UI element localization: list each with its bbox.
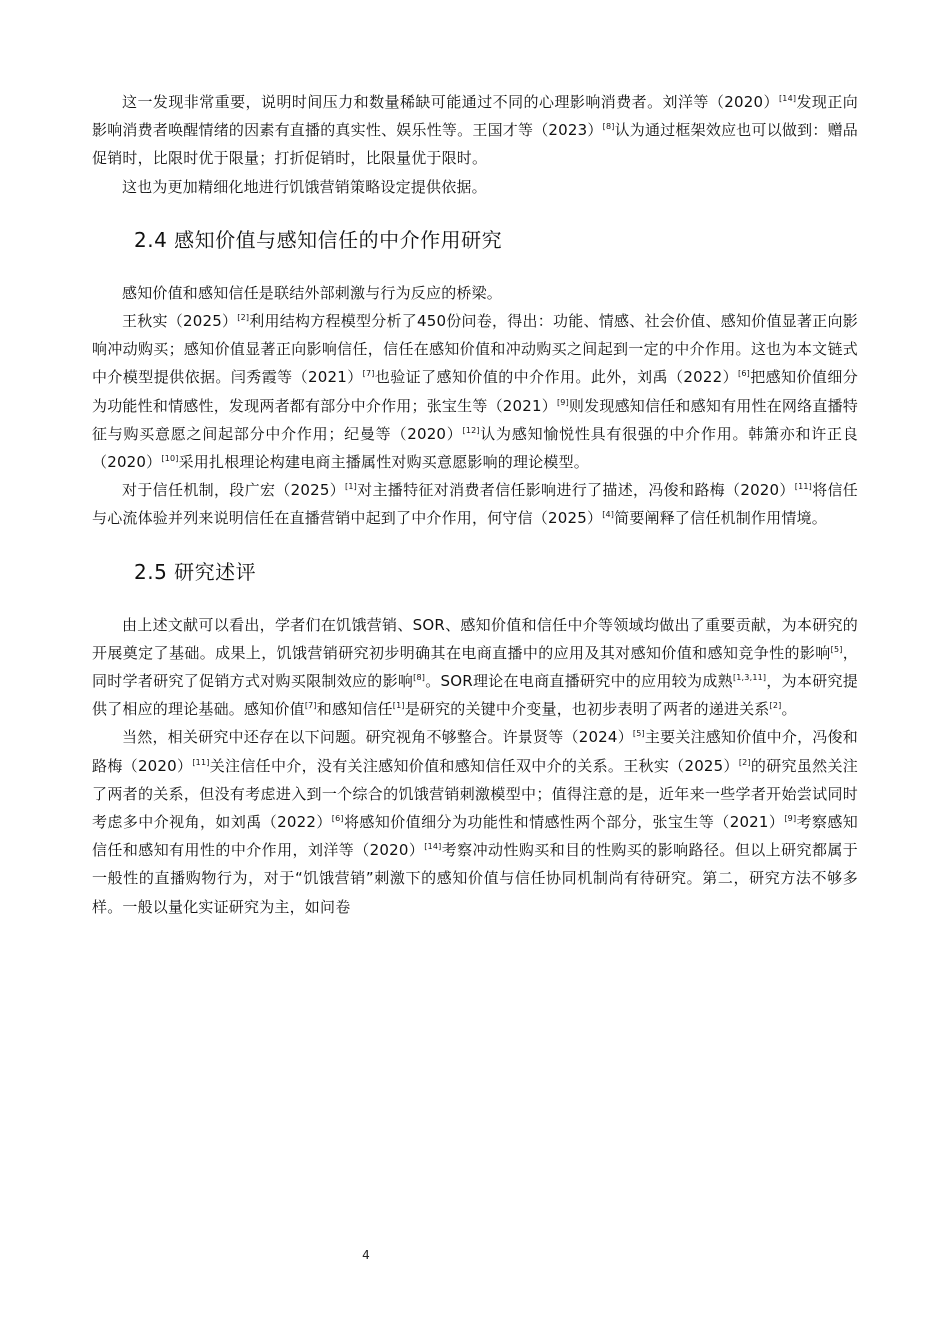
citation-marker: [12] <box>462 425 480 435</box>
citation-marker: [1] <box>345 482 357 492</box>
page-number: 4 <box>362 1248 370 1262</box>
citation-marker: [2] <box>237 313 250 323</box>
citation-marker: [8] <box>413 673 426 683</box>
citation-marker: [2] <box>738 757 751 767</box>
section-heading-2-4: 2.4 感知价值与感知信任的中介作用研究 <box>134 227 503 252</box>
paragraph: 感知价值和感知信任是联结外部刺激与行为反应的桥梁。 <box>122 283 503 302</box>
citation-marker: [9] <box>556 397 569 407</box>
citation-marker: [11] <box>192 757 210 767</box>
citation-marker: [5] <box>830 644 843 654</box>
citation-marker: [1,3,11] <box>732 673 767 683</box>
citation-marker: [2] <box>769 701 782 711</box>
citation-marker: [6] <box>331 814 344 824</box>
citation-marker: [11] <box>794 482 812 492</box>
paragraph: 当然，相关研究中还存在以下问题。研究视角不够整合。许景贤等（2024）[5]主要关注感知价值中介，冯俊和路梅（2020）[11]关注信任中介，没有关注感知价值和感知信任双中介的关系。王秋实（2025）[2]的研究虽然关注了两者的关系，但没有考虑进入到一个综合的饥饿营销刺激模型中；值得注意的是，近年来一些学者开始尝试同时考虑多中介视角，如刘禹（2022）[6]将感知价值细分为功能性和情感性两个部分，张宝生等（2021）[9]考察感知信任和感知有用性的中介作用，刘洋等（2020）[14]考察冲动性购买和目的性购买的影响路径。但以上研究都属于一般性的直播购物行为，对于“饥饿营销”刺激下的感知价值与信任协同机制尚有待研究。第二，研究方法不够多样。一般以量化实证研究为主，如问卷 <box>92 728 858 916</box>
paragraph: 对于信任机制，段广宏（2025）[1]对主播特征对消费者信任影响进行了描述，冯俊和路梅（2020）[11]将信任与心流体验并列来说明信任在直播营销中起到了中介作用，何守信（2025）[4]简要阐释了信任机制作用情境。 <box>92 481 858 528</box>
citation-marker: [8] <box>602 122 615 132</box>
citation-marker: [9] <box>784 814 797 824</box>
paragraph: 这一发现非常重要，说明时间压力和数量稀缺可能通过不同的心理影响消费者。刘洋等（2020）[14]发现正向影响消费者唤醒情绪的因素有直播的真实性、娱乐性等。王国才等（2023）[8]认为通过框架效应也可以做到：赠品促销时，比限时优于限量；打折促销时，比限量优于限时。 <box>92 93 858 168</box>
citation-marker: [6] <box>738 369 750 379</box>
citation-marker: [1] <box>392 701 405 711</box>
citation-marker: [5] <box>632 729 645 739</box>
page-content <box>92 88 858 921</box>
citation-marker: [7] <box>362 369 375 379</box>
section-heading-2-5: 2.5 研究述评 <box>134 559 257 584</box>
citation-marker: [7] <box>304 701 317 711</box>
paragraph: 由上述文献可以看出，学者们在饥饿营销、SOR、感知价值和信任中介等领域均做出了重要贡献，为本研究的开展奠定了基础。成果上，饥饿营销研究初步明确其在电商直播中的应用及其对感知价值和感知竞争性的影响[5]，同时学者研究了促销方式对购买限制效应的影响[8]。SOR理论在电商直播研究中的应用较为成熟[1,3,11]，为本研究提供了相应的理论基础。感知价值[7]和感知信任[1]是研究的关键中介变量，也初步表明了两者的递进关系[2]。 <box>92 615 858 719</box>
citation-marker: [14] <box>778 94 797 103</box>
citation-marker: [14] <box>424 842 442 852</box>
paragraph: 这也为更加精细化地进行饥饿营销策略设定提供依据。 <box>122 177 487 196</box>
citation-marker: [10] <box>161 454 179 464</box>
citation-marker: [4] <box>602 510 615 520</box>
paragraph: 王秋实（2025）[2]利用结构方程模型分析了450份问卷，得出：功能、情感、社会价值、感知价值显著正向影响冲动购买；感知价值显著正向影响信任，信任在感知价值和冲动购买之间起到一定的中介作用。这也为本文链式中介模型提供依据。闫秀霞等（2021）[7]也验证了感知价值的中介作用。此外，刘禹（2022）[6]把感知价值细分为功能性和情感性，发现两者都有部分中介作用；张宝生等（2021）[9]则发现感知信任和感知有用性在网络直播特征与购买意愿之间起部分中介作用；纪曼等（2020）[12]认为感知愉悦性具有很强的中介作用。韩箫亦和许正良（2020）[10]采用扎根理论构建电商主播属性对购买意愿影响的理论模型。 <box>92 312 858 472</box>
